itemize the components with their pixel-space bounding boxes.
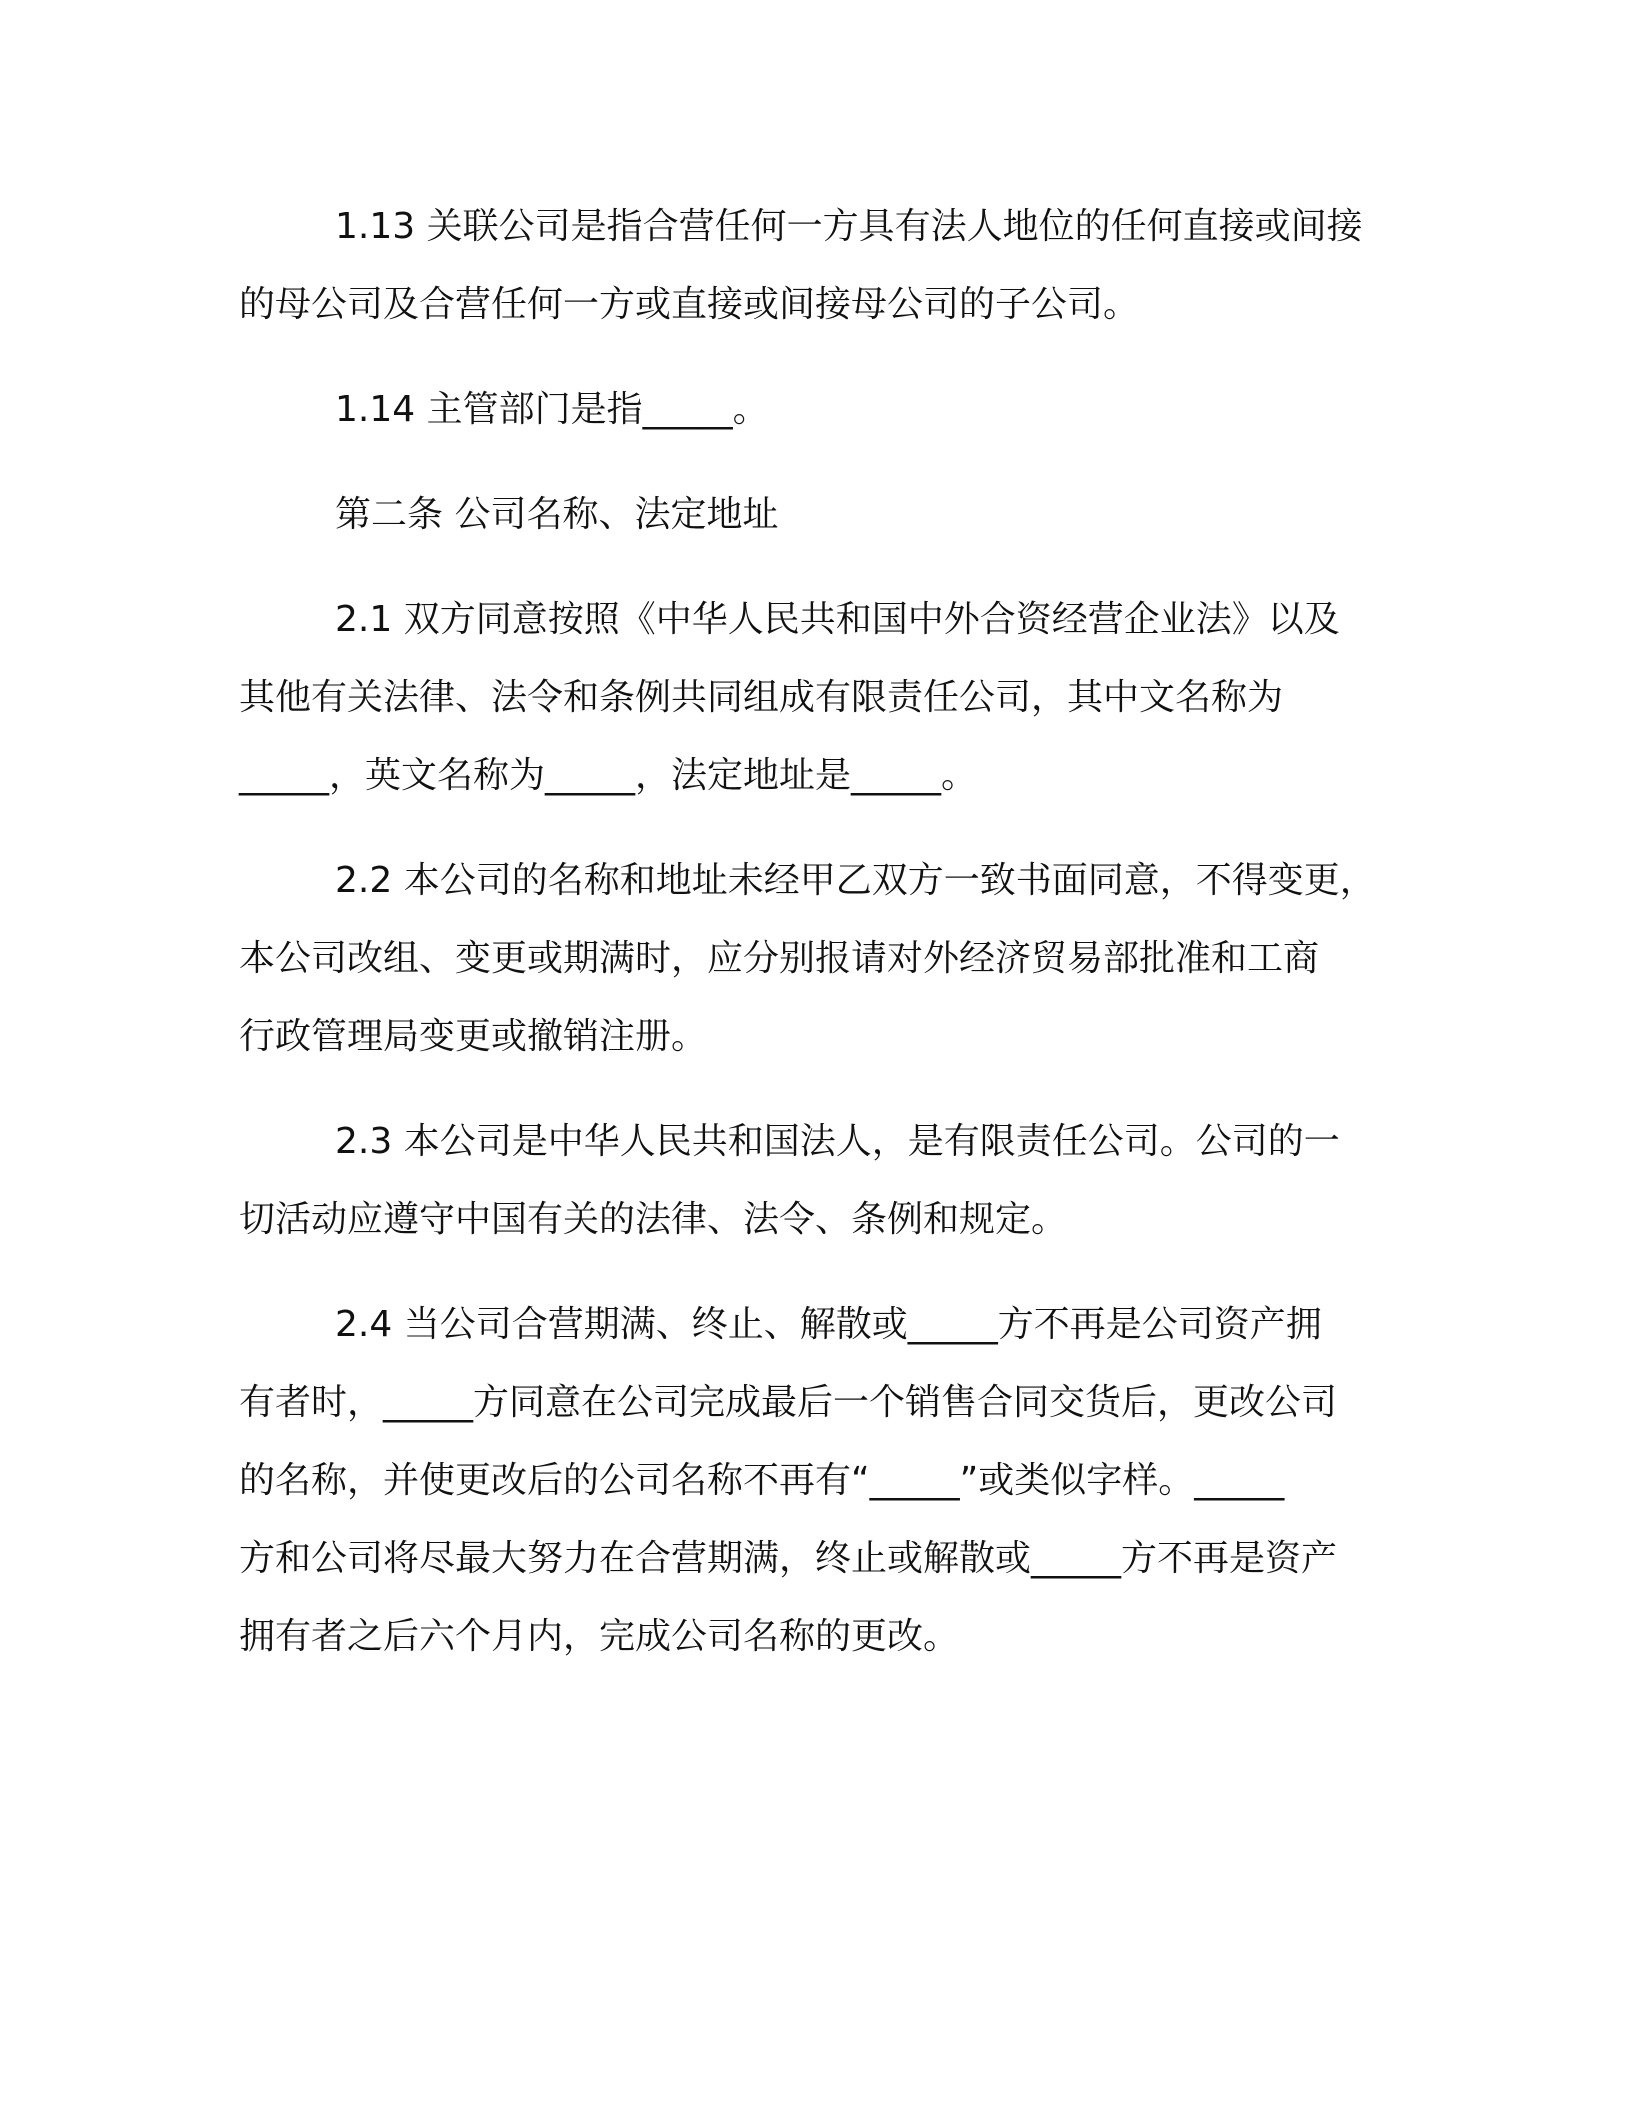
text-line: 2.4 当公司合营期满、终止、解散或_____方不再是公司资产拥 <box>335 1304 1322 1345</box>
text-line: 的名称，并使更改后的公司名称不再有“_____”或类似字样。_____ <box>239 1460 1285 1501</box>
text-line: 的母公司及合营任何一方或直接或间接母公司的子公司。 <box>239 284 1140 325</box>
text-line: 2.1 双方同意按照《中华人民共和国中外合资经营企业法》以及 <box>335 599 1340 640</box>
paragraph-2-3 <box>239 1103 1394 1259</box>
text-line: 2.2 本公司的名称和地址未经甲乙双方一致书面同意，不得变更， <box>335 860 1376 901</box>
text-line: 2.3 本公司是中华人民共和国法人，是有限责任公司。公司的一 <box>335 1121 1340 1162</box>
document-body <box>239 188 1394 1676</box>
text-line: 本公司改组、变更或期满时，应分别报请对外经济贸易部批准和工商 <box>239 938 1320 979</box>
paragraph-1-14 <box>239 371 1394 449</box>
text-line: 切活动应遵守中国有关的法律、法令、条例和规定。 <box>239 1199 1068 1240</box>
text-line: 拥有者之后六个月内，完成公司名称的更改。 <box>239 1616 960 1657</box>
paragraph-1-13 <box>239 188 1394 344</box>
text-line: 行政管理局变更或撤销注册。 <box>239 1016 708 1057</box>
paragraph-2-1 <box>239 581 1394 815</box>
text-line: _____，英文名称为_____，法定地址是_____。 <box>239 755 978 796</box>
text-line: 其他有关法律、法令和条例共同组成有限责任公司，其中文名称为 <box>239 677 1284 718</box>
text-line: 有者时，_____方同意在公司完成最后一个销售合同交货后，更改公司 <box>239 1382 1338 1423</box>
text-line: 1.14 主管部门是指_____。 <box>335 389 769 430</box>
paragraph-2-2 <box>239 842 1394 1076</box>
paragraph-2-4 <box>239 1286 1394 1676</box>
text-line: 1.13 关联公司是指合营任何一方具有法人地位的任何直接或间接 <box>335 206 1363 247</box>
section-heading-article-2 <box>239 476 1394 554</box>
section-heading: 第二条 公司名称、法定地址 <box>335 494 779 535</box>
text-line: 方和公司将尽最大努力在合营期满，终止或解散或_____方不再是资产 <box>239 1538 1338 1579</box>
